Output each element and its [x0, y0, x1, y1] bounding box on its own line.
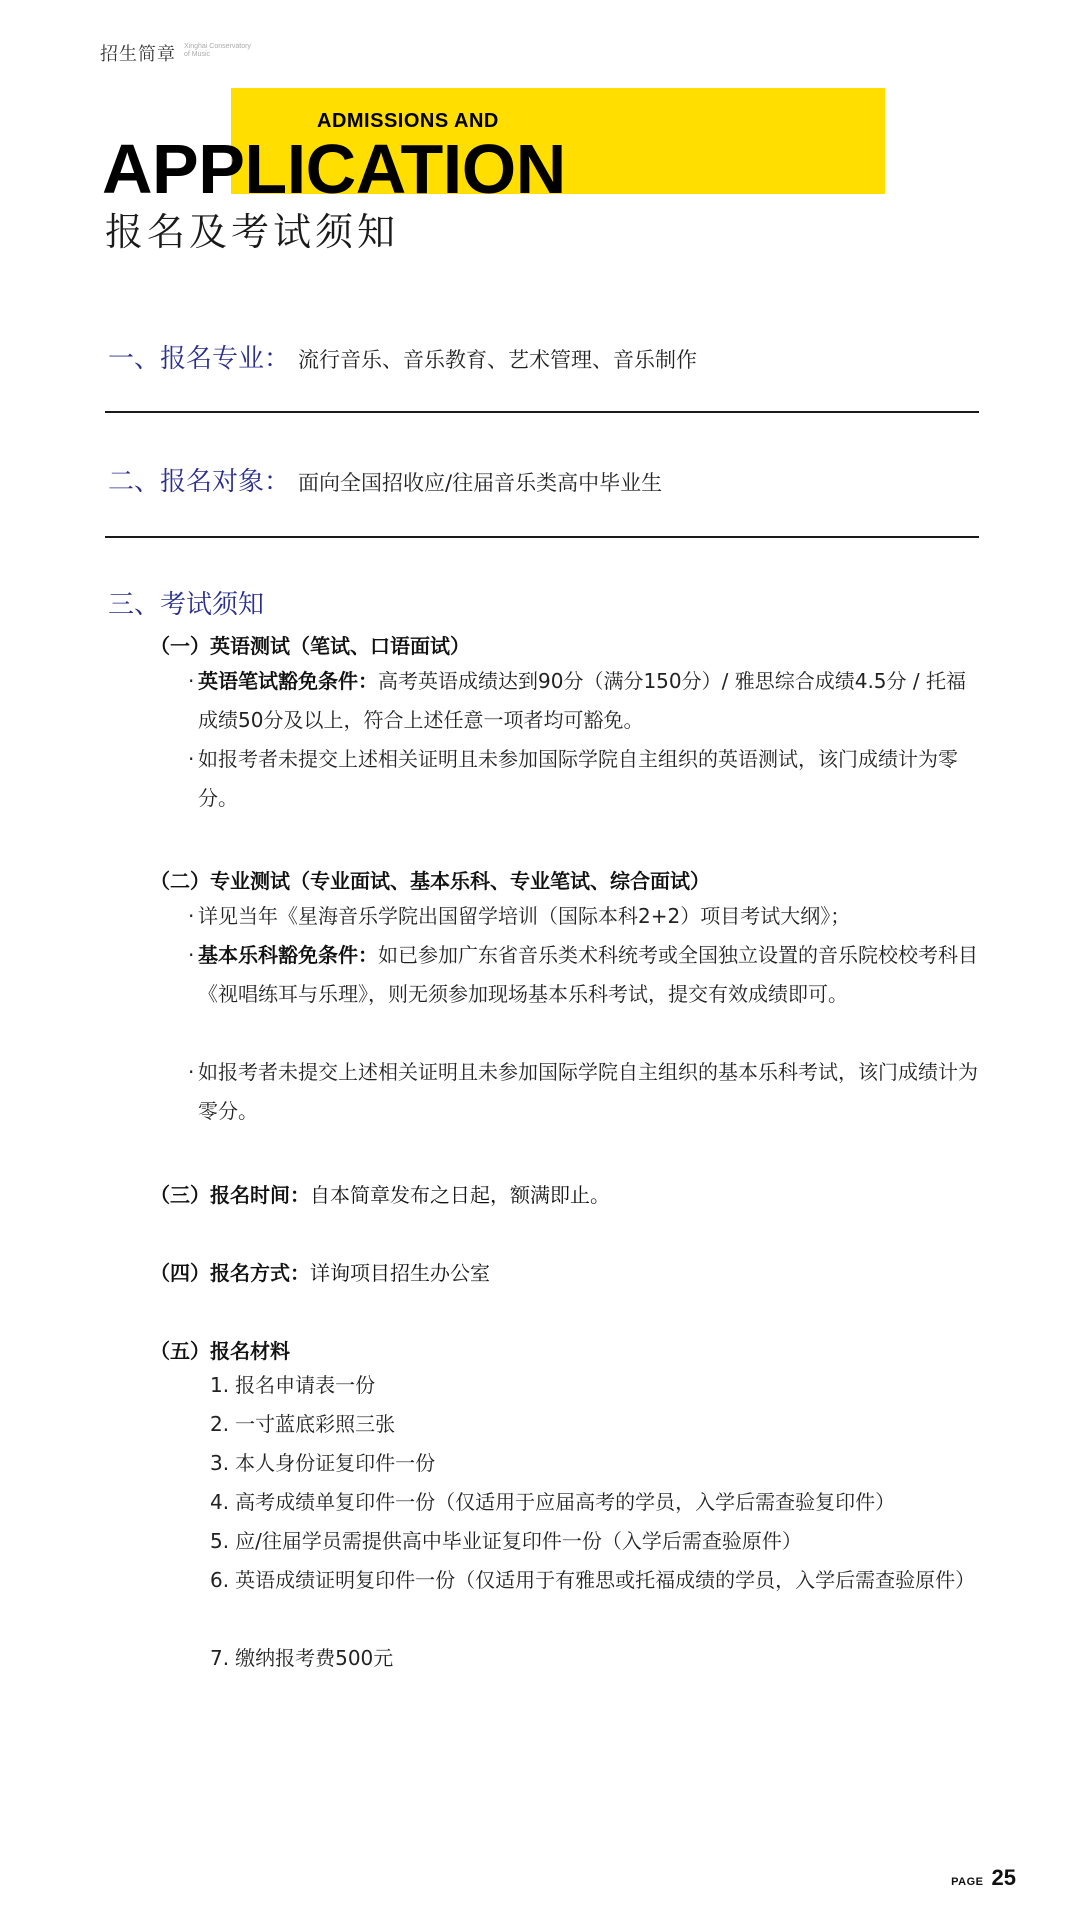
section-majors-value: 流行音乐、音乐教育、艺术管理、音乐制作: [298, 348, 698, 372]
section-eligibility-value: 面向全国招收应/往届音乐类高中毕业生: [298, 471, 663, 495]
sub-professional-test-title: （二）专业测试（专业面试、基本乐科、专业笔试、综合面试）: [150, 869, 710, 893]
sub-english-test-title: （一）英语测试（笔试、口语面试）: [150, 634, 470, 658]
list-item-number: 5.: [210, 1529, 230, 1553]
list-item-number: 7.: [210, 1646, 230, 1670]
page-number-value: 25: [991, 1865, 1016, 1890]
list-item-text: 缴纳报考费500元: [235, 1646, 394, 1670]
registration-method-value: 详询项目招生办公室: [310, 1261, 490, 1285]
list-item-number: 1.: [210, 1373, 230, 1397]
sub-registration-method: [150, 1257, 490, 1286]
section-eligibility: [108, 461, 662, 498]
list-item-text: 应/往届学员需提供高中毕业证复印件一份（入学后需查验原件）: [235, 1529, 802, 1553]
bullet-bold-label: 英语笔试豁免条件：: [198, 669, 378, 693]
bullet-dot: ·: [188, 747, 195, 771]
title-kicker: ADMISSIONS AND: [317, 110, 499, 132]
bullet-text: 如报考者未提交上述相关证明且未参加国际学院自主组织的英语测试，该门成绩计为零分。: [198, 747, 958, 810]
bullet-theory-zero-score: [188, 1053, 984, 1131]
bullet-bold-label: 基本乐科豁免条件：: [198, 943, 378, 967]
bullet-english-exemption: [188, 662, 984, 740]
page-title-cn: 报名及考试须知: [105, 210, 400, 254]
page-number: [951, 1865, 1016, 1891]
bullet-text: 如报考者未提交上述相关证明且未参加国际学院自主组织的基本乐科考试，该门成绩计为零分。: [198, 1060, 978, 1123]
section-exam-notes-label: 三、考试须知: [108, 590, 265, 620]
bullet-dot: ·: [188, 669, 195, 693]
bullet-dot: ·: [188, 1060, 195, 1084]
section-exam-notes: [108, 584, 264, 621]
list-item: [210, 1561, 984, 1600]
section-majors-label: 一、报名专业：: [108, 344, 291, 374]
brand-title: 招生简章: [100, 44, 176, 65]
page-header: [100, 40, 274, 66]
bullet-english-zero-score: [188, 740, 984, 818]
page-title: APPLICATION: [102, 130, 566, 208]
list-item: [210, 1639, 984, 1678]
list-item: [210, 1366, 984, 1405]
list-item-text: 高考成绩单复印件一份（仅适用于应届高考的学员，入学后需查验复印件）: [235, 1490, 896, 1514]
brand-subtitle-line1: Xinghai Conservatory: [184, 43, 251, 50]
page-number-label: PAGE: [951, 1876, 984, 1888]
section-eligibility-label: 二、报名对象：: [108, 467, 291, 497]
bullet-text: 如已参加广东省音乐类术科统考或全国独立设置的音乐院校校考科目《视唱练耳与乐理》，则无须参加现场基本乐科考试，提交有效成绩即可。: [198, 943, 978, 1006]
list-item-text: 英语成绩证明复印件一份（仅适用于有雅思或托福成绩的学员，入学后需查验原件）: [235, 1568, 976, 1592]
registration-time-value: 自本简章发布之日起，额满即止。: [310, 1183, 610, 1207]
bullet-theory-exemption: [188, 936, 984, 1014]
sub-registration-time: [150, 1179, 610, 1208]
divider: [105, 411, 979, 413]
bullet-text: 高考英语成绩达到90分（满分150分）/ 雅思综合成绩4.5分 / 托福成绩50分及以上，符合上述任意一项者均可豁免。: [198, 669, 966, 732]
bullet-text: 详见当年《星海音乐学院出国留学培训（国际本科2+2）项目考试大纲》；: [198, 904, 851, 928]
sub-materials-title: （五）报名材料: [150, 1339, 290, 1363]
brand-subtitle-line2: of Music: [184, 51, 211, 58]
list-item: [210, 1522, 984, 1561]
list-item-number: 4.: [210, 1490, 230, 1514]
list-item-text: 一寸蓝底彩照三张: [235, 1412, 396, 1436]
list-item-number: 3.: [210, 1451, 230, 1475]
bullet-dot: ·: [188, 904, 195, 928]
list-item: [210, 1444, 984, 1483]
bullet-exam-syllabus: [188, 897, 984, 936]
list-item-number: 6.: [210, 1568, 230, 1592]
bullet-dot: ·: [188, 943, 195, 967]
brand-subtitle: [184, 43, 274, 59]
list-item-text: 本人身份证复印件一份: [235, 1451, 436, 1475]
list-item: [210, 1483, 984, 1522]
registration-method-label: （四）报名方式：: [150, 1261, 310, 1285]
section-majors: [108, 338, 697, 375]
list-item: [210, 1405, 984, 1444]
divider: [105, 536, 979, 538]
registration-time-label: （三）报名时间：: [150, 1183, 310, 1207]
list-item-text: 报名申请表一份: [235, 1373, 376, 1397]
list-item-number: 2.: [210, 1412, 230, 1436]
